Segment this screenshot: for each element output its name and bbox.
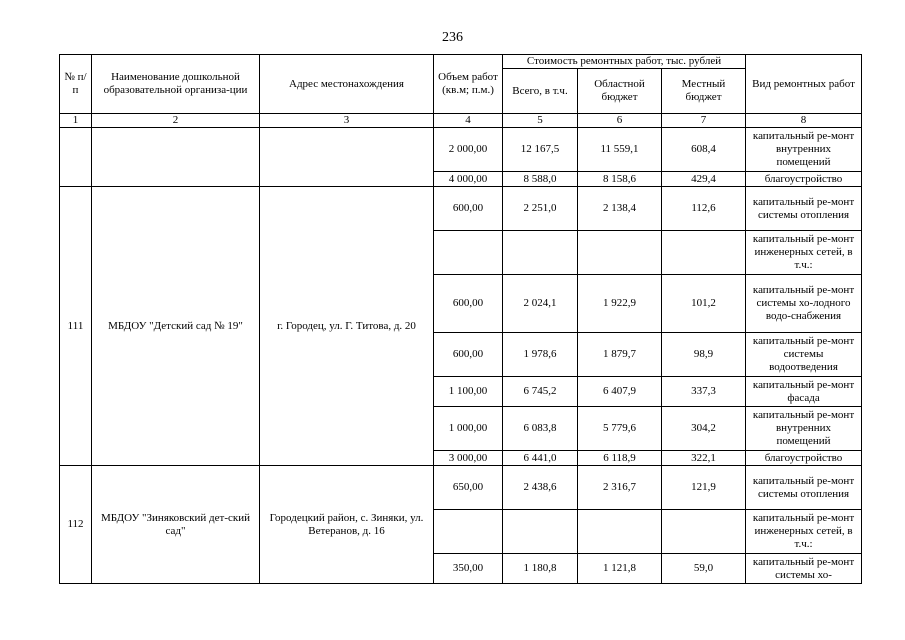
cell-regional: 8 158,6 (578, 172, 662, 187)
header-regional: Областной бюджет (578, 69, 662, 114)
cell-total (503, 510, 578, 554)
cell-kind: капитальный ре-монт системы отопления (746, 466, 862, 510)
cell-regional: 2 316,7 (578, 466, 662, 510)
col-number: 2 (92, 114, 260, 128)
header-local: Местный бюджет (662, 69, 746, 114)
cell-kind: капитальный ре-монт внутренних помещений (746, 407, 862, 451)
cell-volume (434, 510, 503, 554)
cell-regional: 5 779,6 (578, 407, 662, 451)
cell-kind: капитальный ре-монт инженерных сетей, в т.ч.: (746, 231, 862, 275)
cell-total: 2 438,6 (503, 466, 578, 510)
cell-local: 322,1 (662, 451, 746, 466)
cell-volume (434, 231, 503, 275)
row-address (260, 128, 434, 187)
cell-total: 6 745,2 (503, 377, 578, 407)
cell-regional: 1 879,7 (578, 333, 662, 377)
cell-kind: капитальный ре-монт системы отопления (746, 187, 862, 231)
cell-total: 12 167,5 (503, 128, 578, 172)
cell-local: 101,2 (662, 275, 746, 333)
page-number: 236 (442, 30, 463, 45)
cell-local: 429,4 (662, 172, 746, 187)
row-org-name: МБДОУ "Зиняковский дет-ский сад" (92, 466, 260, 584)
table-row (60, 466, 862, 510)
cell-total: 1 978,6 (503, 333, 578, 377)
cell-kind: капитальный ре-монт фасада (746, 377, 862, 407)
cell-local (662, 510, 746, 554)
cell-kind: капитальный ре-монт инженерных сетей, в т.ч.: (746, 510, 862, 554)
header-name: Наименование дошкольной образовательной организа-ции (92, 55, 260, 114)
col-number: 8 (746, 114, 862, 128)
header-volume: Объем работ (кв.м; п.м.) (434, 55, 503, 114)
row-num (60, 128, 92, 187)
header-num: № п/п (60, 55, 92, 114)
cell-local: 98,9 (662, 333, 746, 377)
cell-volume: 1 100,00 (434, 377, 503, 407)
cell-local (662, 231, 746, 275)
row-num: 111 (60, 187, 92, 466)
cell-total: 2 024,1 (503, 275, 578, 333)
col-number: 6 (578, 114, 662, 128)
header-total: Всего, в т.ч. (503, 69, 578, 114)
cell-local: 304,2 (662, 407, 746, 451)
cell-volume: 600,00 (434, 187, 503, 231)
cell-regional: 1 922,9 (578, 275, 662, 333)
col-number: 1 (60, 114, 92, 128)
header-address: Адрес местонахождения (260, 55, 434, 114)
cell-total: 1 180,8 (503, 554, 578, 584)
cell-volume: 3 000,00 (434, 451, 503, 466)
row-org-name (92, 128, 260, 187)
col-number: 7 (662, 114, 746, 128)
table-row (60, 187, 862, 231)
row-num: 112 (60, 466, 92, 584)
row-org-name: МБДОУ "Детский сад № 19" (92, 187, 260, 466)
cell-volume: 650,00 (434, 466, 503, 510)
cell-local: 112,6 (662, 187, 746, 231)
table-row (60, 128, 862, 172)
cell-kind: благоустройство (746, 172, 862, 187)
col-number: 4 (434, 114, 503, 128)
cell-kind: благоустройство (746, 451, 862, 466)
cell-kind: капитальный ре-монт системы водоотведения (746, 333, 862, 377)
cell-volume: 4 000,00 (434, 172, 503, 187)
col-number: 5 (503, 114, 578, 128)
cell-total (503, 231, 578, 275)
cell-volume: 1 000,00 (434, 407, 503, 451)
cell-volume: 600,00 (434, 275, 503, 333)
header-cost-group: Стоимость ремонтных работ, тыс. рублей (503, 55, 746, 69)
cell-regional: 6 118,9 (578, 451, 662, 466)
cell-regional: 11 559,1 (578, 128, 662, 172)
cell-regional: 6 407,9 (578, 377, 662, 407)
cell-total: 2 251,0 (503, 187, 578, 231)
col-number: 3 (260, 114, 434, 128)
cell-kind: капитальный ре-монт системы хо-лодного водо-снабжения (746, 275, 862, 333)
cell-volume: 600,00 (434, 333, 503, 377)
cell-total: 8 588,0 (503, 172, 578, 187)
cell-kind: капитальный ре-монт внутренних помещений (746, 128, 862, 172)
cell-kind: капитальный ре-монт системы хо- (746, 554, 862, 584)
cell-regional (578, 231, 662, 275)
cell-local: 121,9 (662, 466, 746, 510)
row-address: г. Городец, ул. Г. Титова, д. 20 (260, 187, 434, 466)
cell-regional (578, 510, 662, 554)
row-address: Городецкий район, с. Зиняки, ул. Ветеранов, д. 16 (260, 466, 434, 584)
repair-cost-table (59, 54, 862, 584)
cell-regional: 2 138,4 (578, 187, 662, 231)
cell-volume: 350,00 (434, 554, 503, 584)
cell-volume: 2 000,00 (434, 128, 503, 172)
cell-local: 59,0 (662, 554, 746, 584)
cell-local: 608,4 (662, 128, 746, 172)
cell-total: 6 441,0 (503, 451, 578, 466)
header-kind: Вид ремонтных работ (746, 55, 862, 114)
cell-total: 6 083,8 (503, 407, 578, 451)
cell-local: 337,3 (662, 377, 746, 407)
cell-regional: 1 121,8 (578, 554, 662, 584)
